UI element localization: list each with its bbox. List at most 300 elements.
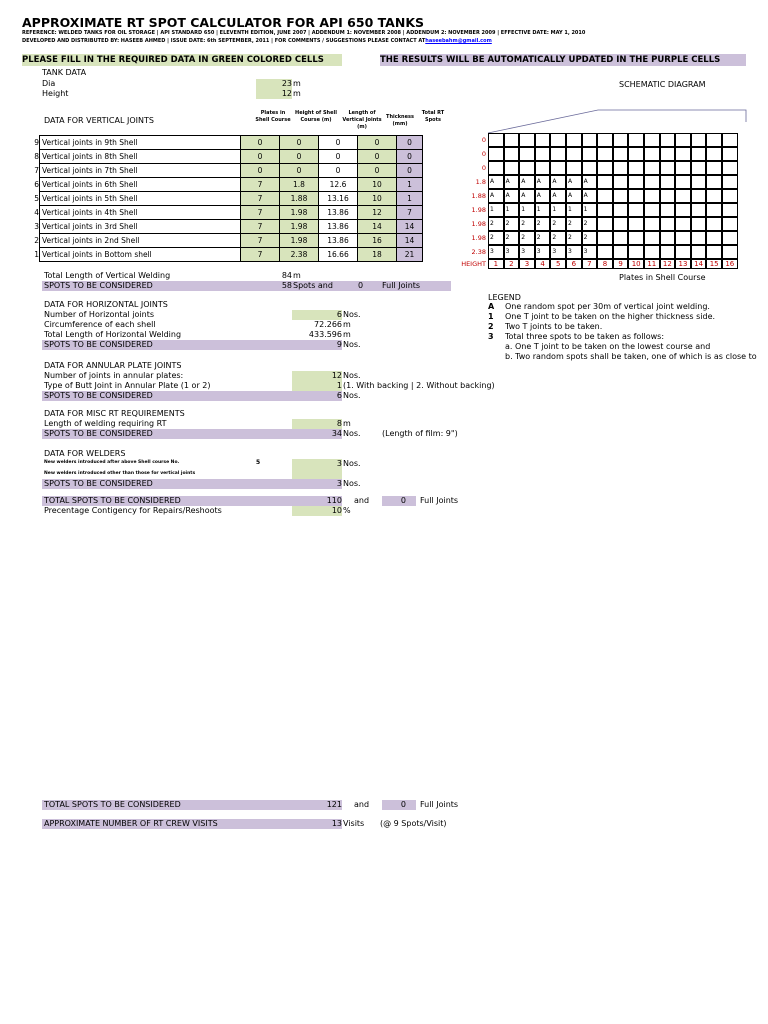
schematic-column-number: 10: [628, 259, 644, 269]
schematic-cell: [660, 133, 676, 147]
col-thickness-header: Thickness (mm): [386, 114, 414, 127]
schematic-cell: [691, 231, 707, 245]
misc-length-label: Length of welding requiring RT: [44, 419, 167, 428]
schematic-cell: A: [550, 175, 566, 189]
schematic-cell: 2: [504, 217, 520, 231]
plates-cell[interactable]: 7: [241, 248, 280, 262]
misc-heading: DATA FOR MISC RT REQUIREMENTS: [44, 409, 185, 418]
crew-visits-value: 13: [331, 819, 342, 828]
spots-cell: 0: [397, 164, 423, 178]
schematic-cell: [722, 203, 738, 217]
schematic-cell: [613, 189, 629, 203]
plates-cell[interactable]: 7: [241, 206, 280, 220]
schematic-row-height: 0: [481, 164, 486, 172]
horizontal-num-input[interactable]: 6: [292, 310, 342, 320]
horizontal-num-unit: Nos.: [343, 310, 361, 319]
schematic-cell: [660, 217, 676, 231]
annular-spots-label: SPOTS TO BE CONSIDERED: [44, 391, 153, 400]
schematic-cell: 2: [566, 231, 582, 245]
row-index: 3: [34, 222, 39, 231]
plates-cell[interactable]: 7: [241, 220, 280, 234]
plates-cell[interactable]: 7: [241, 234, 280, 248]
thickness-cell[interactable]: 14: [358, 220, 397, 234]
table-row: [31, 248, 423, 262]
schematic-cell: A: [535, 175, 551, 189]
table-row: [31, 192, 423, 206]
schematic-column-number: 3: [519, 259, 535, 269]
crew-visits-unit: Visits: [343, 819, 365, 828]
plates-cell[interactable]: 0: [241, 164, 280, 178]
schematic-cell: [675, 133, 691, 147]
reference-line: REFERENCE: WELDED TANKS FOR OIL STORAGE | API STANDARD 650 | ELEVENTH EDITION, JUNE 2007 | ADDENDUM 1: NOVEMBER 2008 | ADDENDUM 2: NOVEMBER 2009 | EFFECTIVE DATE: MAY 1, 2010: [22, 30, 586, 36]
legend-sub-a: a. One T joint to be taken on the lowest course and: [505, 342, 711, 351]
total-full-value: 0: [400, 496, 406, 505]
schematic-cell: [660, 147, 676, 161]
plates-cell[interactable]: 7: [241, 192, 280, 206]
schematic-cell: [691, 161, 707, 175]
schematic-cell: [706, 147, 722, 161]
schematic-row-height: 0: [481, 136, 486, 144]
welders-spots-label: SPOTS TO BE CONSIDERED: [44, 479, 153, 488]
thickness-cell[interactable]: 10: [358, 178, 397, 192]
table-row: [31, 150, 423, 164]
schematic-cell: [706, 161, 722, 175]
schematic-cell: [722, 133, 738, 147]
joint-name: Vertical joints in 9th Shell: [40, 136, 241, 150]
schematic-cell: [722, 161, 738, 175]
total-spots-label: TOTAL SPOTS TO BE CONSIDERED: [44, 496, 181, 505]
schematic-cell: [519, 161, 535, 175]
schematic-column-number: 14: [691, 259, 707, 269]
schematic-cell: [628, 231, 644, 245]
vertical-spots-label: SPOTS TO BE CONSIDERED: [44, 281, 153, 290]
annular-spots-unit: Nos.: [343, 391, 361, 400]
schematic-cell: [660, 245, 676, 259]
horizontal-length-value: 433.596: [308, 330, 342, 339]
schematic-cell: 2: [488, 231, 504, 245]
thickness-cell[interactable]: 0: [358, 164, 397, 178]
schematic-cell: [597, 217, 613, 231]
schematic-cell: 1: [488, 203, 504, 217]
plates-cell[interactable]: 0: [241, 150, 280, 164]
schematic-cell: [706, 133, 722, 147]
schematic-cell: [660, 189, 676, 203]
circumference-value: 72.266: [314, 320, 342, 329]
schematic-cell: [582, 147, 598, 161]
col-height-header: Height of Shell Course (m): [295, 110, 337, 123]
schematic-cell: [488, 161, 504, 175]
schematic-cell: [613, 133, 629, 147]
vertical-full-label: Full Joints: [382, 281, 421, 290]
schematic-cell: [644, 245, 660, 259]
annular-type-label: Type of Butt Joint in Annular Plate (1 or 2): [44, 381, 211, 390]
schematic-row-height: 1.8: [475, 178, 486, 186]
schematic-cell: [722, 147, 738, 161]
horizontal-length-unit: m: [343, 330, 351, 339]
schematic-cell: [566, 147, 582, 161]
schematic-cell: 3: [566, 245, 582, 259]
spots-cell: 1: [397, 178, 423, 192]
thickness-cell[interactable]: 16: [358, 234, 397, 248]
thickness-cell[interactable]: 18: [358, 248, 397, 262]
welders-spots-value: 3: [336, 479, 342, 488]
height-unit: m: [293, 89, 301, 98]
schematic-column-number: 1: [488, 259, 504, 269]
schematic-cell: [691, 133, 707, 147]
schematic-cell: [660, 175, 676, 189]
vertical-spots-value: 58: [281, 281, 292, 290]
schematic-cell: 1: [519, 203, 535, 217]
schematic-cell: A: [504, 189, 520, 203]
horizontal-num-label: Number of Horizontal joints: [44, 310, 155, 319]
schematic-cell: [504, 161, 520, 175]
schematic-cell: A: [504, 175, 520, 189]
table-row: [31, 164, 423, 178]
schematic-cell: 2: [519, 217, 535, 231]
schematic-cell: [628, 161, 644, 175]
schematic-cell: [535, 161, 551, 175]
horizontal-spots-label: SPOTS TO BE CONSIDERED: [44, 340, 153, 349]
dia-input[interactable]: 23: [256, 79, 292, 89]
contingency-unit: %: [343, 506, 351, 515]
schematic-cell: 1: [566, 203, 582, 217]
schematic-cell: [675, 231, 691, 245]
schematic-column-number: 8: [597, 259, 613, 269]
schematic-cell: [597, 161, 613, 175]
schematic-cell: [582, 133, 598, 147]
row-index: 7: [34, 166, 39, 175]
schematic-cell: 2: [519, 231, 535, 245]
row-index: 1: [34, 250, 39, 259]
schematic-cell: 1: [504, 203, 520, 217]
schematic-cell: [613, 147, 629, 161]
schematic-cell: [613, 161, 629, 175]
length-cell: 13.86: [319, 206, 358, 220]
schematic-cell: [597, 147, 613, 161]
schematic-cell: [628, 175, 644, 189]
annular-num-input[interactable]: 12: [292, 371, 342, 381]
schematic-cell: 3: [582, 245, 598, 259]
schematic-cell: [566, 133, 582, 147]
joint-name: Vertical joints in Bottom shell: [40, 248, 241, 262]
schematic-cell: [722, 231, 738, 245]
schematic-column-number: 7: [582, 259, 598, 269]
schematic-cell: [675, 147, 691, 161]
schematic-cell: [597, 203, 613, 217]
schematic-cell: [628, 245, 644, 259]
fill-instruction-banner: PLEASE FILL IN THE REQUIRED DATA IN GREEN COLORED CELLS: [22, 54, 342, 66]
schematic-row-height: 1.98: [471, 206, 486, 214]
schematic-cell: [566, 161, 582, 175]
row-index: 8: [34, 152, 39, 161]
schematic-cell: [706, 245, 722, 259]
length-cell: 13.86: [319, 234, 358, 248]
schematic-cell: [628, 133, 644, 147]
schematic-column-number: 13: [675, 259, 691, 269]
schematic-cell: 1: [582, 203, 598, 217]
schematic-column-number: 15: [706, 259, 722, 269]
height-cell[interactable]: 1.98: [280, 206, 319, 220]
schematic-cell: [706, 175, 722, 189]
schematic-column-number: 4: [535, 259, 551, 269]
grand-total-label: TOTAL SPOTS TO BE CONSIDERED: [44, 800, 181, 809]
schematic-column-number: 2: [504, 259, 520, 269]
schematic-cell: [722, 175, 738, 189]
schematic-cell: [628, 217, 644, 231]
schematic-cell: [504, 133, 520, 147]
legend-key-1: 1: [488, 312, 494, 321]
schematic-cell: [628, 203, 644, 217]
schematic-cell: [519, 133, 535, 147]
spots-cell: 14: [397, 220, 423, 234]
legend-text-3: Total three spots to be taken as follows:: [505, 332, 665, 341]
schematic-cell: [644, 175, 660, 189]
schematic-cell: 2: [550, 231, 566, 245]
schematic-cell: [691, 189, 707, 203]
annular-heading: DATA FOR ANNULAR PLATE JOINTS: [44, 361, 182, 370]
thickness-cell[interactable]: 0: [358, 150, 397, 164]
schematic-cell: [722, 245, 738, 259]
schematic-row-height: 1.98: [471, 234, 486, 242]
plates-cell[interactable]: 7: [241, 178, 280, 192]
schematic-cell: [644, 161, 660, 175]
schematic-cell: A: [582, 175, 598, 189]
schematic-cell: 2: [566, 217, 582, 231]
grand-total-value: 121: [326, 800, 342, 809]
horizontal-spots-unit: Nos.: [343, 340, 361, 349]
schematic-cell: [550, 133, 566, 147]
vertical-full-value: 0: [358, 281, 364, 290]
horizontal-spots-value: 9: [336, 340, 342, 349]
legend-key-3: 3: [488, 332, 494, 341]
schematic-cell: [675, 161, 691, 175]
annular-type-input[interactable]: 1: [292, 381, 342, 391]
schematic-cell: 3: [488, 245, 504, 259]
schematic-title: SCHEMATIC DIAGRAM: [619, 80, 706, 89]
height-cell[interactable]: 0: [280, 164, 319, 178]
schematic-cell: [597, 175, 613, 189]
schematic-cell: 3: [519, 245, 535, 259]
schematic-row-height: 1.98: [471, 220, 486, 228]
schematic-cell: A: [519, 175, 535, 189]
total-spots-and: and: [354, 496, 370, 505]
horizontal-heading: DATA FOR HORIZONTAL JOINTS: [44, 300, 168, 309]
schematic-cell: [488, 133, 504, 147]
schematic-cell: [550, 147, 566, 161]
annular-num-unit: Nos.: [343, 371, 361, 380]
legend-text-1: One T joint to be taken on the higher thickness side.: [505, 312, 716, 321]
schematic-cell: [519, 147, 535, 161]
schematic-cell: [675, 203, 691, 217]
schematic-cell: A: [566, 189, 582, 203]
grand-total-full-label: Full Joints: [420, 800, 459, 809]
new-welders-course-label: New welders introduced after above Shell course No.: [44, 460, 180, 465]
grand-total-full-value: 0: [400, 800, 406, 809]
schematic-cell: 3: [535, 245, 551, 259]
tank-data-heading: TANK DATA: [42, 68, 87, 77]
vertical-joints-heading: DATA FOR VERTICAL JOINTS: [44, 116, 154, 125]
contingency-label: Precentage Contigency for Repairs/Reshoots: [44, 506, 222, 515]
schematic-x-caption: Plates in Shell Course: [619, 273, 706, 282]
legend-text-2: Two T joints to be taken.: [505, 322, 603, 331]
dia-label: Dia: [42, 79, 56, 88]
schematic-cell: [691, 175, 707, 189]
schematic-column-number: 6: [566, 259, 582, 269]
height-cell[interactable]: 1.98: [280, 234, 319, 248]
schematic-cell: [504, 147, 520, 161]
schematic-cell: [613, 245, 629, 259]
schematic-cell: 2: [504, 231, 520, 245]
new-welders-unit: Nos.: [343, 459, 361, 468]
schematic-cell: [613, 231, 629, 245]
spots-cell: 21: [397, 248, 423, 262]
contact-email-link[interactable]: haseebahm@gmail.com: [425, 38, 492, 44]
total-spots-value: 110: [326, 496, 342, 505]
thickness-cell[interactable]: 12: [358, 206, 397, 220]
annular-spots-value: 6: [336, 391, 342, 400]
schematic-cell: 3: [504, 245, 520, 259]
page-title: APPROXIMATE RT SPOT CALCULATOR FOR API 650 TANKS: [22, 15, 425, 30]
table-row: [31, 234, 423, 248]
other-welders-label: New welders introduced other than those for vertical joints: [44, 471, 196, 476]
spots-cell: 1: [397, 192, 423, 206]
length-cell: 0: [319, 164, 358, 178]
new-welders-input[interactable]: 3: [336, 459, 342, 468]
misc-spots-label: SPOTS TO BE CONSIDERED: [44, 429, 153, 438]
schematic-cell: [535, 147, 551, 161]
col-plates-header: Plates in Shell Course: [255, 110, 291, 123]
schematic-cell: [644, 203, 660, 217]
total-vertical-length-unit: m: [293, 271, 301, 280]
schematic-cell: [597, 245, 613, 259]
circumference-label: Circumference of each shell: [44, 320, 156, 329]
height-cell[interactable]: 1.88: [280, 192, 319, 206]
schematic-cell: A: [519, 189, 535, 203]
table-row: [31, 136, 423, 150]
schematic-cell: [644, 133, 660, 147]
total-full-label: Full Joints: [420, 496, 459, 505]
schematic-cell: A: [566, 175, 582, 189]
annular-num-label: Number of joints in annular plates:: [44, 371, 184, 380]
schematic-row-height: 2.38: [471, 248, 486, 256]
schematic-cell: 3: [550, 245, 566, 259]
schematic-cell: [660, 231, 676, 245]
annular-type-note: (1. With backing | 2. Without backing): [343, 381, 495, 390]
grand-total-and: and: [354, 800, 370, 809]
schematic-cell: A: [488, 189, 504, 203]
schematic-cell: A: [488, 175, 504, 189]
circumference-unit: m: [343, 320, 351, 329]
crew-visits-label: APPROXIMATE NUMBER OF RT CREW VISITS: [44, 819, 218, 828]
misc-spots-unit: Nos.: [343, 429, 361, 438]
height-cell[interactable]: 0: [280, 136, 319, 150]
spots-cell: 14: [397, 234, 423, 248]
schematic-cell: [691, 147, 707, 161]
misc-spots-value: 34: [331, 429, 342, 438]
joint-name: Vertical joints in 8th Shell: [40, 150, 241, 164]
schematic-cell: [706, 203, 722, 217]
schematic-cell: [550, 161, 566, 175]
table-row: [31, 220, 423, 234]
schematic-column-number: 5: [550, 259, 566, 269]
plates-cell[interactable]: 0: [241, 136, 280, 150]
schematic-cell: [722, 189, 738, 203]
schematic-cell: [628, 147, 644, 161]
schematic-cell: [660, 161, 676, 175]
contingency-input[interactable]: 10: [292, 506, 342, 516]
developer-line: [22, 38, 492, 44]
height-cell[interactable]: 0: [280, 150, 319, 164]
joint-name: Vertical joints in 4th Shell: [40, 206, 241, 220]
height-input[interactable]: 12: [256, 89, 292, 99]
col-spots-header: Total RT Spots: [421, 110, 445, 123]
spots-cell: 7: [397, 206, 423, 220]
col-length-header: Length of Vertical Joints (m): [342, 110, 382, 130]
schematic-cell: [691, 245, 707, 259]
schematic-cell: [582, 161, 598, 175]
legend-sub-b: b. Two random spots shall be taken, one of which is as close to: [505, 352, 757, 361]
schematic-cell: A: [582, 189, 598, 203]
length-cell: 0: [319, 150, 358, 164]
crew-visits-note: (@ 9 Spots/Visit): [380, 819, 447, 828]
total-vertical-length-label: Total Length of Vertical Welding: [44, 271, 171, 280]
results-instruction-banner: THE RESULTS WILL BE AUTOMATICALLY UPDATED IN THE PURPLE CELLS: [380, 54, 746, 66]
schematic-cell: [644, 217, 660, 231]
welders-heading: DATA FOR WELDERS: [44, 449, 126, 458]
legend-heading: LEGEND: [488, 293, 521, 302]
schematic-cell: [660, 203, 676, 217]
schematic-cell: 2: [488, 217, 504, 231]
height-cell[interactable]: 2.38: [280, 248, 319, 262]
legend-key-2: 2: [488, 322, 494, 331]
thickness-cell[interactable]: 0: [358, 136, 397, 150]
schematic-cell: 2: [535, 231, 551, 245]
vertical-spots-and: Spots and: [293, 281, 333, 290]
joint-name: Vertical joints in 5th Shell: [40, 192, 241, 206]
schematic-cell: [597, 189, 613, 203]
misc-length-unit: m: [343, 419, 351, 428]
schematic-cell: 2: [535, 217, 551, 231]
schematic-cell: [644, 231, 660, 245]
misc-length-input[interactable]: 8: [292, 419, 342, 429]
joint-name: Vertical joints in 6th Shell: [40, 178, 241, 192]
schematic-cell: 2: [550, 217, 566, 231]
schematic-cell: [706, 217, 722, 231]
length-cell: 13.86: [319, 220, 358, 234]
table-row: [31, 206, 423, 220]
schematic-cell: [597, 133, 613, 147]
film-length-note: (Length of film: 9"): [382, 429, 458, 438]
height-label: Height: [42, 89, 69, 98]
schematic-cell: [722, 217, 738, 231]
schematic-column-number: 11: [644, 259, 660, 269]
row-index: 4: [34, 208, 39, 217]
spots-cell: 0: [397, 136, 423, 150]
schematic-cell: [675, 217, 691, 231]
schematic-cell: 2: [582, 217, 598, 231]
new-welders-course-input[interactable]: 5: [256, 459, 261, 466]
height-cell[interactable]: 1.98: [280, 220, 319, 234]
schematic-column-number: 9: [613, 259, 629, 269]
dia-unit: m: [293, 79, 301, 88]
height-cell[interactable]: 1.8: [280, 178, 319, 192]
schematic-cell: [675, 245, 691, 259]
welders-spots-unit: Nos.: [343, 479, 361, 488]
thickness-cell[interactable]: 10: [358, 192, 397, 206]
schematic-cell: [675, 189, 691, 203]
row-index: 5: [34, 194, 39, 203]
row-index: 9: [34, 138, 39, 147]
